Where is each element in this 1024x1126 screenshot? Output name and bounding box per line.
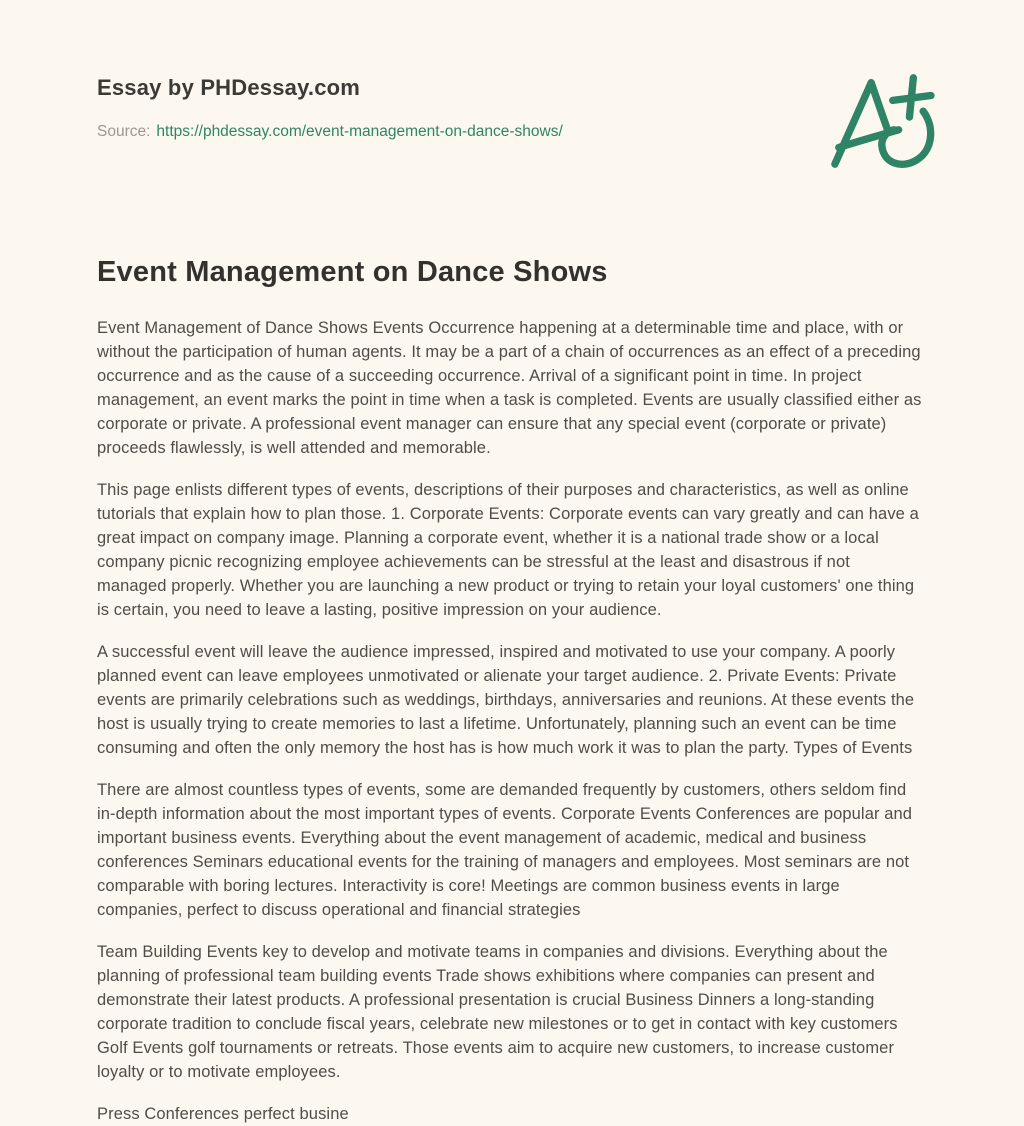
essay-paragraph: This page enlists different types of events, descriptions of their purposes and characteristics, as well as online tutorials that explain how to plan those. 1. Corporate Events: Corporate events can vary greatly and can have a great impact on company image. Planning a corporate event, whether it is a national trade show or a local company picnic recognizing employee achievements can be stressful at the least and disastrous if not managed properly. Whether you are launching a new product or trying to retain your loyal customers' one thing is certain, you need to leave a lasting, positive impression on your audience. [97,481,919,619]
essay-paragraph: Event Management of Dance Shows Events Occurrence happening at a determinable time and place, with or without the participation of human agents. It may be a part of a chain of occurrences as an effect of a preceding occurrence and as the cause of a succeeding occurrence. Arrival of a significant point in time. In project management, an event marks the point in time when a task is completed. Events are usually classified either as corporate or private. A professional event manager can ensure that any special event (corporate or private) proceeds flawlessly, is well attended and memorable. [97,319,922,457]
essay-paragraph-truncated: Press Conferences perfect busine [97,1105,349,1123]
essay-body [97,316,927,1126]
source-line [97,122,563,142]
site-header-title: Essay by PHDessay.com [97,75,361,100]
header-text-block [97,74,563,142]
page-header [97,74,927,172]
source-label: Source: [97,123,151,140]
essay-title: Event Management on Dance Shows [97,256,608,288]
essay-paragraph: Team Building Events key to develop and motivate teams in companies and divisions. Everything about the planning of professional team building events Trade shows exhibitions where companies can present and demonstrate their latest products. A professional presentation is crucial Business Dinners a long-standing corporate tradition to conclude fiscal years, celebrate new milestones or to get in contact with key customers Golf Events golf tournaments or retreats. Those events aim to acquire new customers, to increase customer loyalty or to motivate employees. [97,943,898,1081]
a-plus-logo-icon [821,70,939,172]
essay-paragraph: There are almost countless types of events, some are demanded frequently by customers, others seldom find in-depth information about the most important types of events. Corporate Events Conferences are popular and important business events. Everything about the event management of academic, medical and business conferences Seminars educational events for the training of managers and employees. Most seminars are not comparable with boring lectures. Interactivity is core! Meetings are common business events in large companies, perfect to discuss operational and financial strategies [97,781,913,919]
essay-paragraph: A successful event will leave the audience impressed, inspired and motivated to use your company. A poorly planned event can leave employees unmotivated or alienate your target audience. 2. Private Events: Private events are primarily celebrations such as weddings, birthdays, anniversaries and reunions. At these events the host is usually trying to create memories to last a lifetime. Unfortunately, planning such an event can be time consuming and often the only memory the host has is how much work it was to plan the party. Types of Events [97,643,915,757]
source-url-link[interactable]: https://phdessay.com/event-management-on-dance-shows/ [156,123,563,140]
